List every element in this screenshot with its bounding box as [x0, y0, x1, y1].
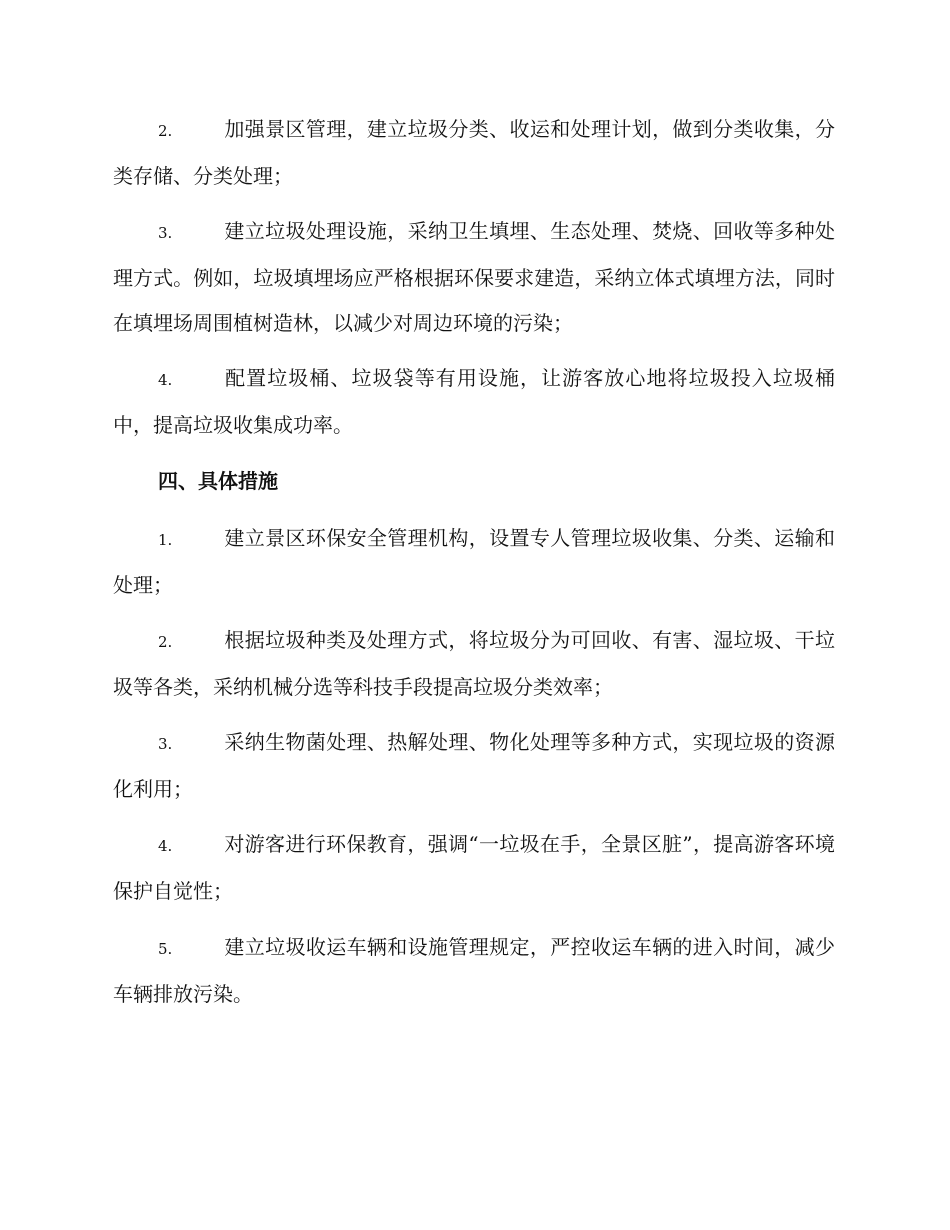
item-number: 1. — [158, 531, 173, 549]
item-number: 2. — [158, 633, 173, 651]
item-text: 建立垃圾收运车辆和设施管理规定，严控收运车辆的进入时间，减少车辆排放污染。 — [113, 935, 835, 1006]
section-heading: 四、具体措施 — [158, 469, 278, 493]
item-number: 3. — [158, 735, 173, 753]
list-item — [113, 516, 835, 608]
item-number: 4. — [158, 837, 173, 855]
item-number: 5. — [158, 940, 173, 958]
item-text: 配置垃圾桶、垃圾袋等有用设施，让游客放心地将垃圾投入垃圾桶中，提高垃圾收集成功率。 — [113, 366, 835, 437]
item-number: 4. — [158, 371, 173, 389]
item-text: 根据垃圾种类及处理方式，将垃圾分为可回收、有害、湿垃圾、干垃圾等各类，采纳机械分选等科技手段提高垃圾分类效率； — [113, 628, 835, 699]
item-number: 2. — [158, 122, 173, 140]
item-text: 建立景区环保安全管理机构，设置专人管理垃圾收集、分类、运输和处理； — [113, 526, 835, 597]
list-item — [113, 822, 835, 914]
list-item — [113, 618, 835, 710]
item-number: 3. — [158, 224, 173, 242]
item-text: 加强景区管理，建立垃圾分类、收运和处理计划，做到分类收集，分类存储、分类处理； — [113, 117, 835, 188]
list-item — [113, 925, 835, 1017]
list-item — [113, 720, 835, 812]
list-item — [113, 209, 835, 346]
list-item — [113, 107, 835, 199]
list-item — [113, 356, 835, 448]
item-text: 建立垃圾处理设施，采纳卫生填埋、生态处理、焚烧、回收等多种处理方式。例如，垃圾填埋场应严格根据环保要求建造，采纳立体式填埋方法，同时在填埋场周围植树造林，以减少对周边环境的污染； — [113, 219, 835, 335]
item-text: 对游客进行环保教育，强调“一垃圾在手，全景区脏”，提高游客环境保护自觉性； — [113, 832, 835, 903]
item-text: 采纳生物菌处理、热解处理、物化处理等多种方式，实现垃圾的资源化利用； — [113, 730, 835, 801]
